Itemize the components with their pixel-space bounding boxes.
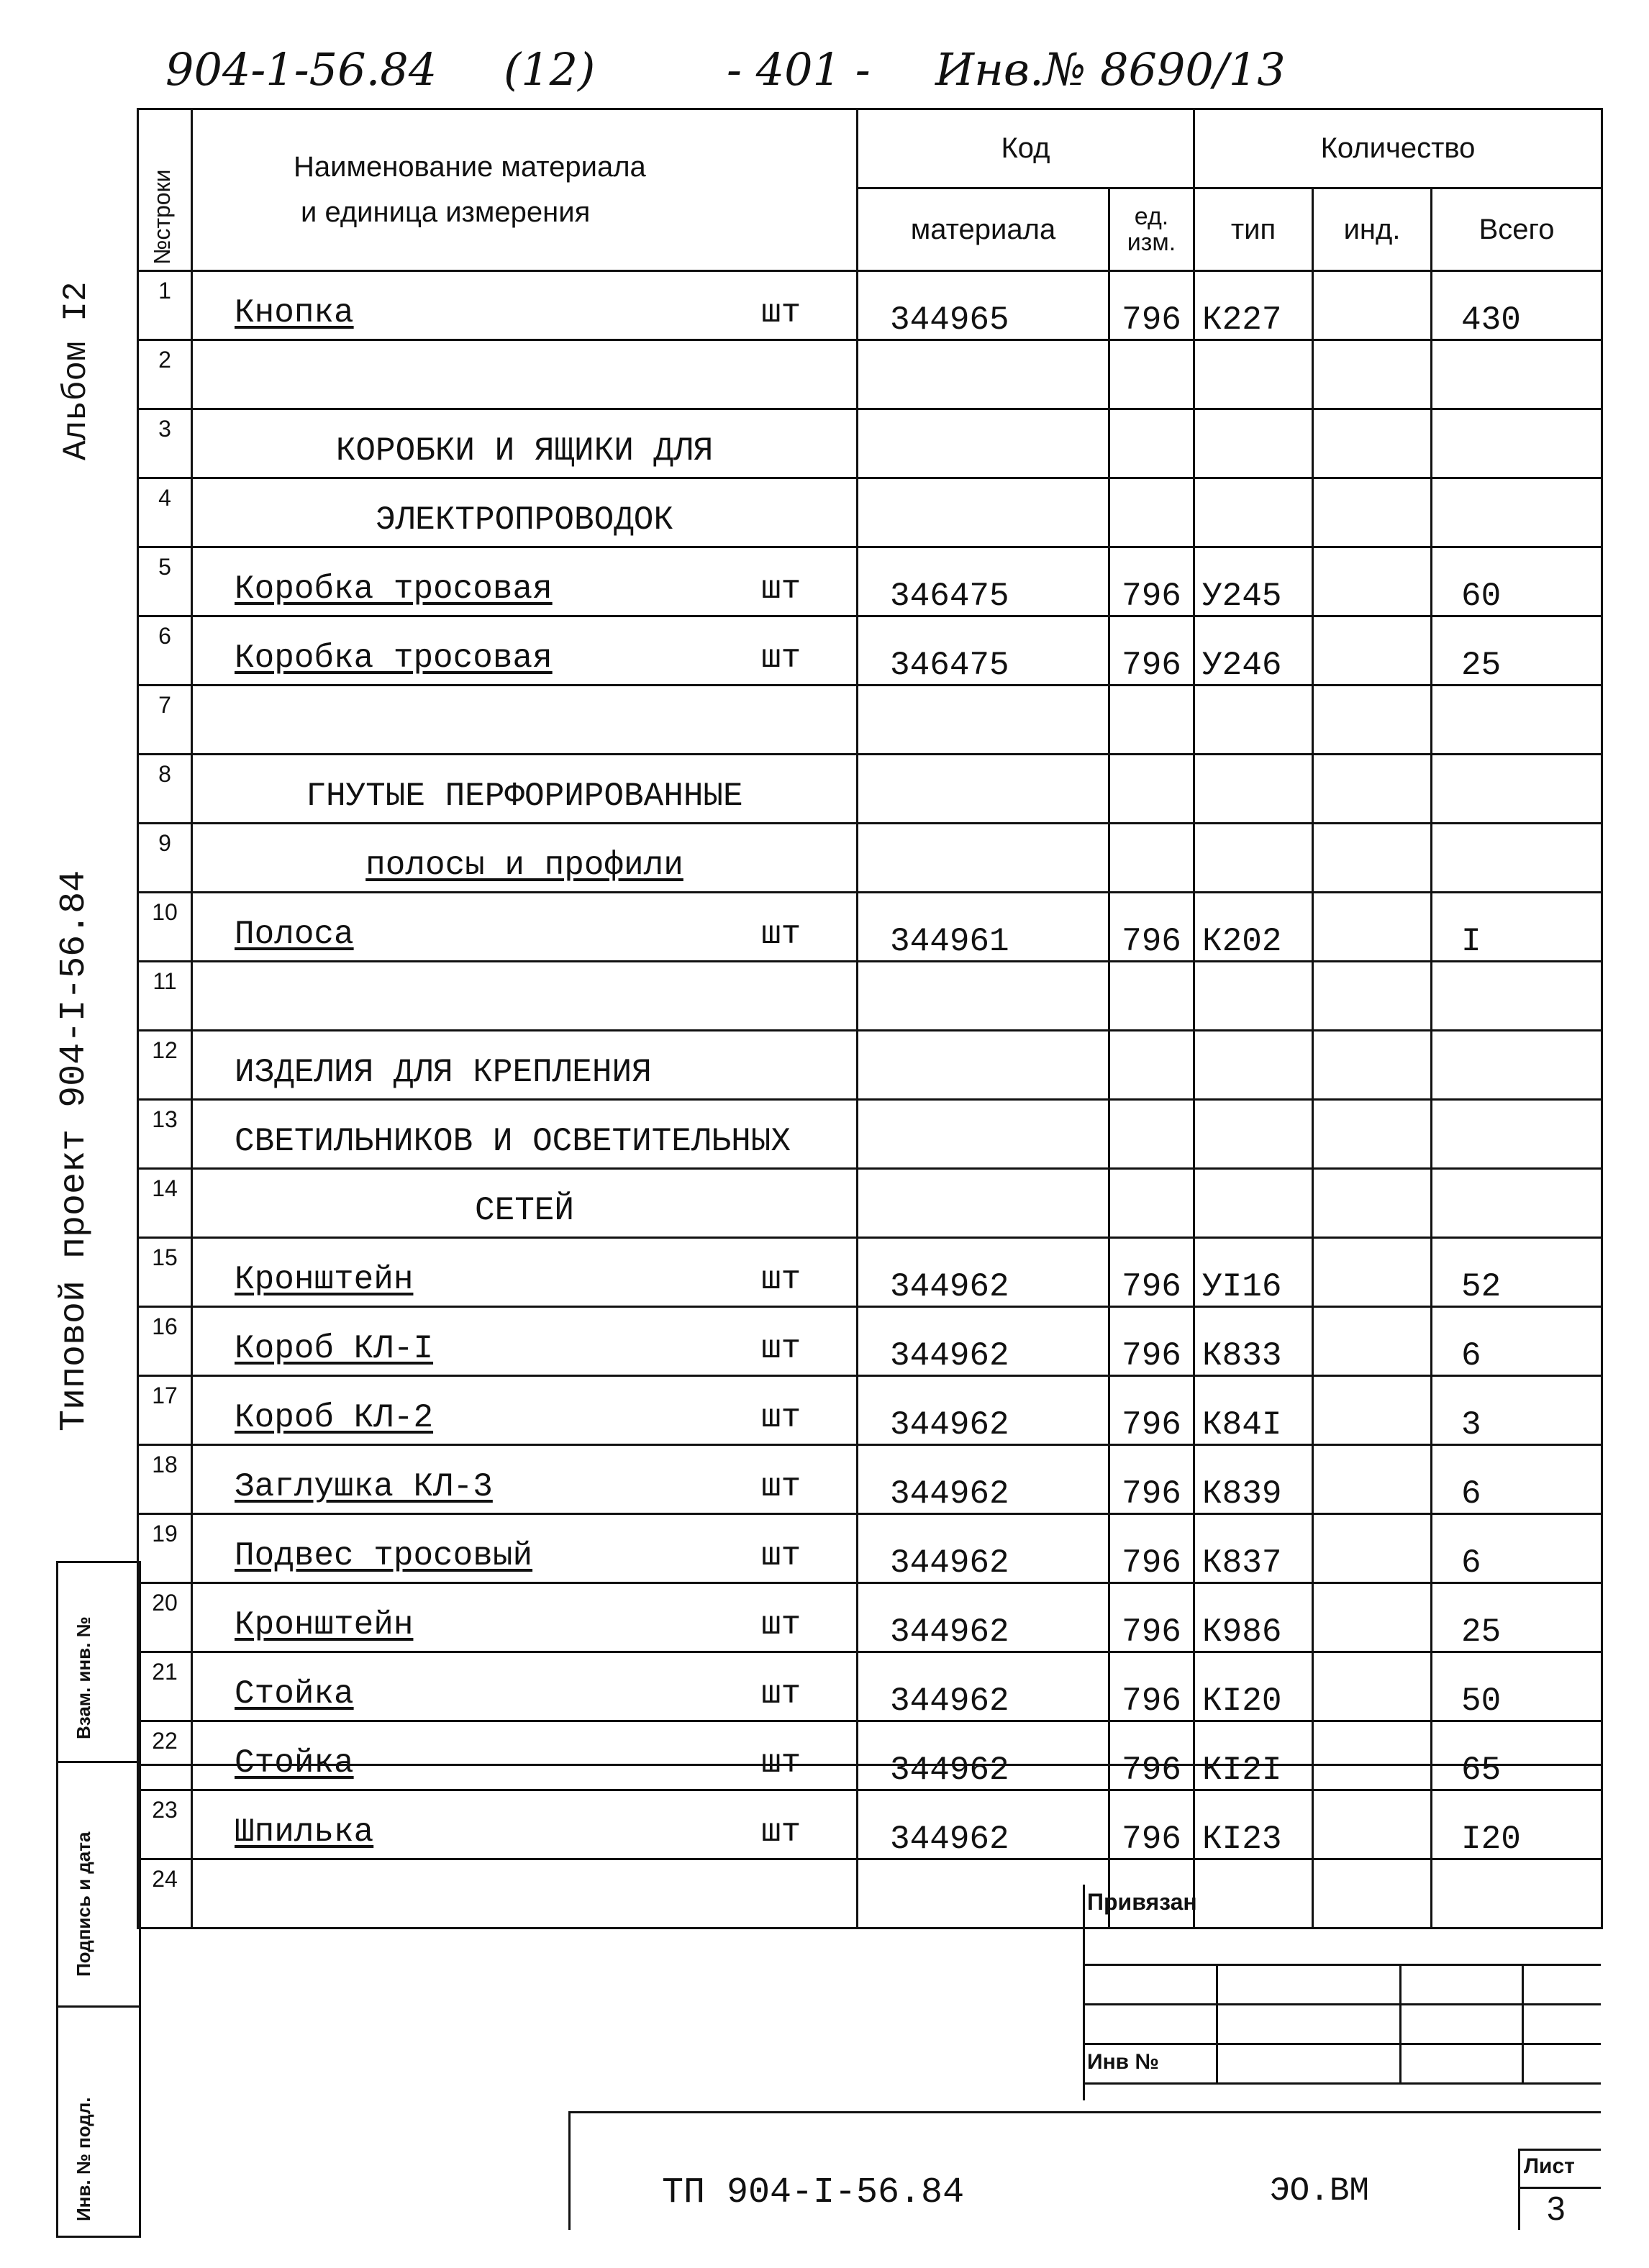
row-number: 23 [138, 1790, 192, 1859]
ind-code [1313, 755, 1432, 824]
material-name: Короб КЛ-I [235, 1330, 434, 1367]
ind-code [1313, 409, 1432, 478]
unit-code [1109, 409, 1194, 478]
quantity-header: Количество [1194, 109, 1602, 188]
ind-code [1313, 616, 1432, 686]
material-name-cell [192, 1652, 858, 1721]
unit-name: шт [761, 294, 801, 332]
type-code: УI16 [1194, 1238, 1313, 1307]
total-quantity: 52 [1432, 1238, 1602, 1307]
table-row [138, 271, 1602, 340]
material-code: 346475 [858, 547, 1109, 616]
row-number: 9 [138, 824, 192, 893]
material-name-cell [192, 616, 858, 686]
ind-code [1313, 1100, 1432, 1169]
unit-name: шт [761, 1468, 801, 1506]
total-quantity [1432, 755, 1602, 824]
total-quantity [1432, 962, 1602, 1031]
material-name: Коробка тросовая [235, 639, 553, 677]
material-code: 344962 [858, 1790, 1109, 1859]
unit-code [1109, 962, 1194, 1031]
unit-code [1109, 478, 1194, 547]
unit-code: 796 [1109, 547, 1194, 616]
row-number: 15 [138, 1238, 192, 1307]
unit-code [1109, 340, 1194, 409]
type-code [1194, 824, 1313, 893]
total-quantity: 6 [1432, 1307, 1602, 1376]
page-header [165, 43, 1532, 108]
material-name: Кронштейн [235, 1606, 414, 1644]
type-code: К202 [1194, 893, 1313, 962]
type-code [1194, 1100, 1313, 1169]
total-quantity [1432, 409, 1602, 478]
title-block [568, 2111, 1601, 2230]
table-row [138, 547, 1602, 616]
type-code [1194, 1031, 1313, 1100]
material-name-cell [192, 755, 858, 824]
ind-code [1313, 1652, 1432, 1721]
table-row [138, 1583, 1602, 1652]
material-code: 344962 [858, 1307, 1109, 1376]
row-number: 24 [138, 1859, 192, 1928]
section-heading: ИЗДЕЛИЯ ДЛЯ КРЕПЛЕНИЯ [235, 1054, 652, 1091]
row-number: 8 [138, 755, 192, 824]
material-name-cell [192, 1031, 858, 1100]
type-code: КI23 [1194, 1790, 1313, 1859]
table-row [138, 1100, 1602, 1169]
table-row [138, 686, 1602, 755]
total-quantity: 50 [1432, 1652, 1602, 1721]
type-code: К837 [1194, 1514, 1313, 1583]
total-quantity: 3 [1432, 1376, 1602, 1445]
table-row [138, 893, 1602, 962]
inventory-number: Инв.№ 8690/13 [935, 43, 1286, 96]
type-code: К227 [1194, 271, 1313, 340]
table-row [138, 755, 1602, 824]
table-row [138, 1445, 1602, 1514]
section-heading: ЭЛЕКТРОПРОВОДОК [375, 501, 674, 539]
material-code [858, 686, 1109, 755]
ind-code [1313, 1445, 1432, 1514]
row-number: 10 [138, 893, 192, 962]
orig-inv-label: Инв. № подл. [73, 2097, 94, 2221]
type-code [1194, 409, 1313, 478]
type-code [1194, 755, 1313, 824]
unit-name: шт [761, 916, 801, 953]
specification-table [137, 108, 1603, 1929]
type-code [1194, 478, 1313, 547]
material-name-cell [192, 1307, 858, 1376]
material-name-cell [192, 1376, 858, 1445]
material-code-header: материала [858, 188, 1109, 271]
table-row [138, 340, 1602, 409]
total-quantity [1432, 824, 1602, 893]
material-name-cell [192, 340, 858, 409]
type-code: КI2I [1194, 1721, 1313, 1790]
row-number: 21 [138, 1652, 192, 1721]
title-code: ТП 904-I-56.84 [662, 2172, 965, 2213]
material-name-cell [192, 478, 858, 547]
row-number: 5 [138, 547, 192, 616]
section-heading: ГНУТЫЕ ПЕРФОРИРОВАННЫЕ [306, 778, 743, 815]
ind-code [1313, 1583, 1432, 1652]
section-heading: полосы и профили [365, 847, 683, 884]
unit-name: шт [761, 1606, 801, 1644]
row-number: 6 [138, 616, 192, 686]
material-name-cell [192, 893, 858, 962]
total-quantity: 60 [1432, 547, 1602, 616]
material-name: Кнопка [235, 294, 354, 332]
row-number: 12 [138, 1031, 192, 1100]
material-name-cell [192, 1238, 858, 1307]
sheet-label: Лист [1524, 2154, 1575, 2178]
material-name: Короб КЛ-2 [235, 1399, 434, 1436]
table-row [138, 1652, 1602, 1721]
total-quantity: 65 [1432, 1721, 1602, 1790]
unit-code: 796 [1109, 1652, 1194, 1721]
table-row [138, 409, 1602, 478]
material-name-cell [192, 1169, 858, 1238]
project-number: 904-1-56.84 [165, 43, 437, 96]
ind-code [1313, 547, 1432, 616]
unit-name: шт [761, 1537, 801, 1575]
unit-name: шт [761, 1261, 801, 1298]
total-quantity: I [1432, 893, 1602, 962]
unit-code [1109, 1169, 1194, 1238]
swap-inv-label: Взам. инв. № [73, 1616, 94, 1739]
specification-table-wrapper [137, 108, 1601, 1929]
material-name-cell [192, 962, 858, 1031]
material-code: 344962 [858, 1721, 1109, 1790]
material-code: 344962 [858, 1652, 1109, 1721]
ind-code [1313, 340, 1432, 409]
material-name: Шпилька [235, 1813, 374, 1851]
unit-code: 796 [1109, 1790, 1194, 1859]
unit-name: шт [761, 1399, 801, 1436]
material-code: 344962 [858, 1583, 1109, 1652]
total-quantity: I20 [1432, 1790, 1602, 1859]
ind-code [1313, 271, 1432, 340]
material-code: 344962 [858, 1376, 1109, 1445]
material-name-cell [192, 547, 858, 616]
unit-code: 796 [1109, 1445, 1194, 1514]
material-name: Стойка [235, 1675, 354, 1713]
ind-code [1313, 962, 1432, 1031]
ind-code [1313, 1169, 1432, 1238]
inv-no-label: Инв № [1087, 2050, 1159, 2074]
page-number: - 401 - [727, 43, 871, 96]
material-name: Заглушка КЛ-3 [235, 1468, 493, 1506]
material-code: 344962 [858, 1238, 1109, 1307]
ind-code [1313, 1031, 1432, 1100]
type-code: У246 [1194, 616, 1313, 686]
material-name: Коробка тросовая [235, 570, 553, 608]
unit-code: 796 [1109, 1376, 1194, 1445]
unit-name: шт [761, 1330, 801, 1367]
type-header: тип [1194, 188, 1313, 271]
ind-code [1313, 686, 1432, 755]
material-code [858, 478, 1109, 547]
row-number: 1 [138, 271, 192, 340]
table-row [138, 1238, 1602, 1307]
type-code: КI20 [1194, 1652, 1313, 1721]
unit-code-header: ед. изм. [1109, 188, 1194, 271]
total-quantity: 430 [1432, 271, 1602, 340]
type-code [1194, 962, 1313, 1031]
section-heading: СВЕТИЛЬНИКОВ И ОСВЕТИТЕЛЬНЫХ [235, 1123, 791, 1160]
total-quantity [1432, 340, 1602, 409]
material-code [858, 409, 1109, 478]
title-doc: ЭО.ВМ [1270, 2172, 1370, 2210]
name-header: Наименование материала и единица измерения [192, 109, 858, 271]
ind-code [1313, 824, 1432, 893]
unit-code: 796 [1109, 1307, 1194, 1376]
table-row [138, 478, 1602, 547]
material-code [858, 962, 1109, 1031]
row-number: 3 [138, 409, 192, 478]
material-name-cell [192, 271, 858, 340]
table-row [138, 962, 1602, 1031]
type-code: К84I [1194, 1376, 1313, 1445]
sign-date-label: Подпись и дата [73, 1831, 94, 1977]
row-number: 22 [138, 1721, 192, 1790]
material-name-cell [192, 686, 858, 755]
row-number: 7 [138, 686, 192, 755]
material-code: 344962 [858, 1514, 1109, 1583]
row-number: 14 [138, 1169, 192, 1238]
row-number: 20 [138, 1583, 192, 1652]
rownum-header: №строки [138, 109, 192, 271]
total-quantity [1432, 686, 1602, 755]
row-number: 18 [138, 1445, 192, 1514]
material-name-cell [192, 1445, 858, 1514]
row-number: 2 [138, 340, 192, 409]
total-quantity: 6 [1432, 1445, 1602, 1514]
material-code [858, 1031, 1109, 1100]
unit-code [1109, 824, 1194, 893]
unit-code: 796 [1109, 1238, 1194, 1307]
material-code [858, 340, 1109, 409]
total-quantity [1432, 1100, 1602, 1169]
material-name-cell [192, 824, 858, 893]
material-name: Стойка [235, 1744, 354, 1782]
total-quantity [1432, 1169, 1602, 1238]
ind-code [1313, 1307, 1432, 1376]
bound-label: Привязан [1087, 1889, 1197, 1915]
sheet-number: 3 [1547, 2190, 1566, 2227]
type-code: К839 [1194, 1445, 1313, 1514]
total-quantity [1432, 478, 1602, 547]
unit-code: 796 [1109, 893, 1194, 962]
table-row [138, 1169, 1602, 1238]
total-quantity [1432, 1031, 1602, 1100]
table-row [138, 1031, 1602, 1100]
total-quantity: 25 [1432, 1583, 1602, 1652]
table-row [138, 1307, 1602, 1376]
section-heading: КОРОБКИ И ЯЩИКИ ДЛЯ [335, 432, 714, 470]
unit-code: 796 [1109, 271, 1194, 340]
unit-code: 796 [1109, 1514, 1194, 1583]
material-code [858, 824, 1109, 893]
row-number: 19 [138, 1514, 192, 1583]
total-quantity: 25 [1432, 616, 1602, 686]
unit-name: шт [761, 1813, 801, 1851]
material-code: 344961 [858, 893, 1109, 962]
binding-stamp [1083, 1885, 1601, 2100]
material-name: Кронштейн [235, 1261, 414, 1298]
material-code [858, 1100, 1109, 1169]
unit-name: шт [761, 1675, 801, 1713]
section-heading: СЕТЕЙ [474, 1192, 575, 1229]
type-code: У245 [1194, 547, 1313, 616]
unit-code [1109, 755, 1194, 824]
material-name-cell [192, 1514, 858, 1583]
unit-code [1109, 686, 1194, 755]
type-code: К986 [1194, 1583, 1313, 1652]
material-code: 344965 [858, 271, 1109, 340]
row-number: 11 [138, 962, 192, 1031]
row-number: 4 [138, 478, 192, 547]
margin-approval-box [56, 1561, 141, 2238]
unit-name: шт [761, 1744, 801, 1782]
unit-code: 796 [1109, 616, 1194, 686]
row-number: 17 [138, 1376, 192, 1445]
ind-header: инд. [1313, 188, 1432, 271]
material-name-cell [192, 1583, 858, 1652]
ind-code [1313, 1514, 1432, 1583]
table-row [138, 1376, 1602, 1445]
ind-code [1313, 893, 1432, 962]
type-code [1194, 686, 1313, 755]
table-row [138, 616, 1602, 686]
material-name-cell [192, 409, 858, 478]
material-code [858, 755, 1109, 824]
total-quantity: 6 [1432, 1514, 1602, 1583]
unit-code: 796 [1109, 1721, 1194, 1790]
unit-code [1109, 1100, 1194, 1169]
unit-name: шт [761, 639, 801, 677]
table-row [138, 824, 1602, 893]
material-name-cell [192, 1100, 858, 1169]
issue-number: (12) [504, 43, 596, 96]
row-number: 16 [138, 1307, 192, 1376]
material-name: Подвес тросовый [235, 1537, 533, 1575]
unit-code: 796 [1109, 1583, 1194, 1652]
table-row [138, 1514, 1602, 1583]
material-code: 346475 [858, 616, 1109, 686]
unit-code [1109, 1031, 1194, 1100]
ind-code [1313, 1376, 1432, 1445]
code-header: Код [858, 109, 1194, 188]
project-title-vertical: Типовой проект 904-I-56.84 [54, 870, 95, 1431]
material-code: 344962 [858, 1445, 1109, 1514]
album-label: Альбом I2 [58, 281, 95, 460]
type-code [1194, 1169, 1313, 1238]
row-number: 13 [138, 1100, 192, 1169]
type-code: К833 [1194, 1307, 1313, 1376]
total-header: Всего [1432, 188, 1602, 271]
unit-name: шт [761, 570, 801, 608]
type-code [1194, 340, 1313, 409]
ind-code [1313, 478, 1432, 547]
material-name: Полоса [235, 916, 354, 953]
material-code [858, 1169, 1109, 1238]
ind-code [1313, 1238, 1432, 1307]
